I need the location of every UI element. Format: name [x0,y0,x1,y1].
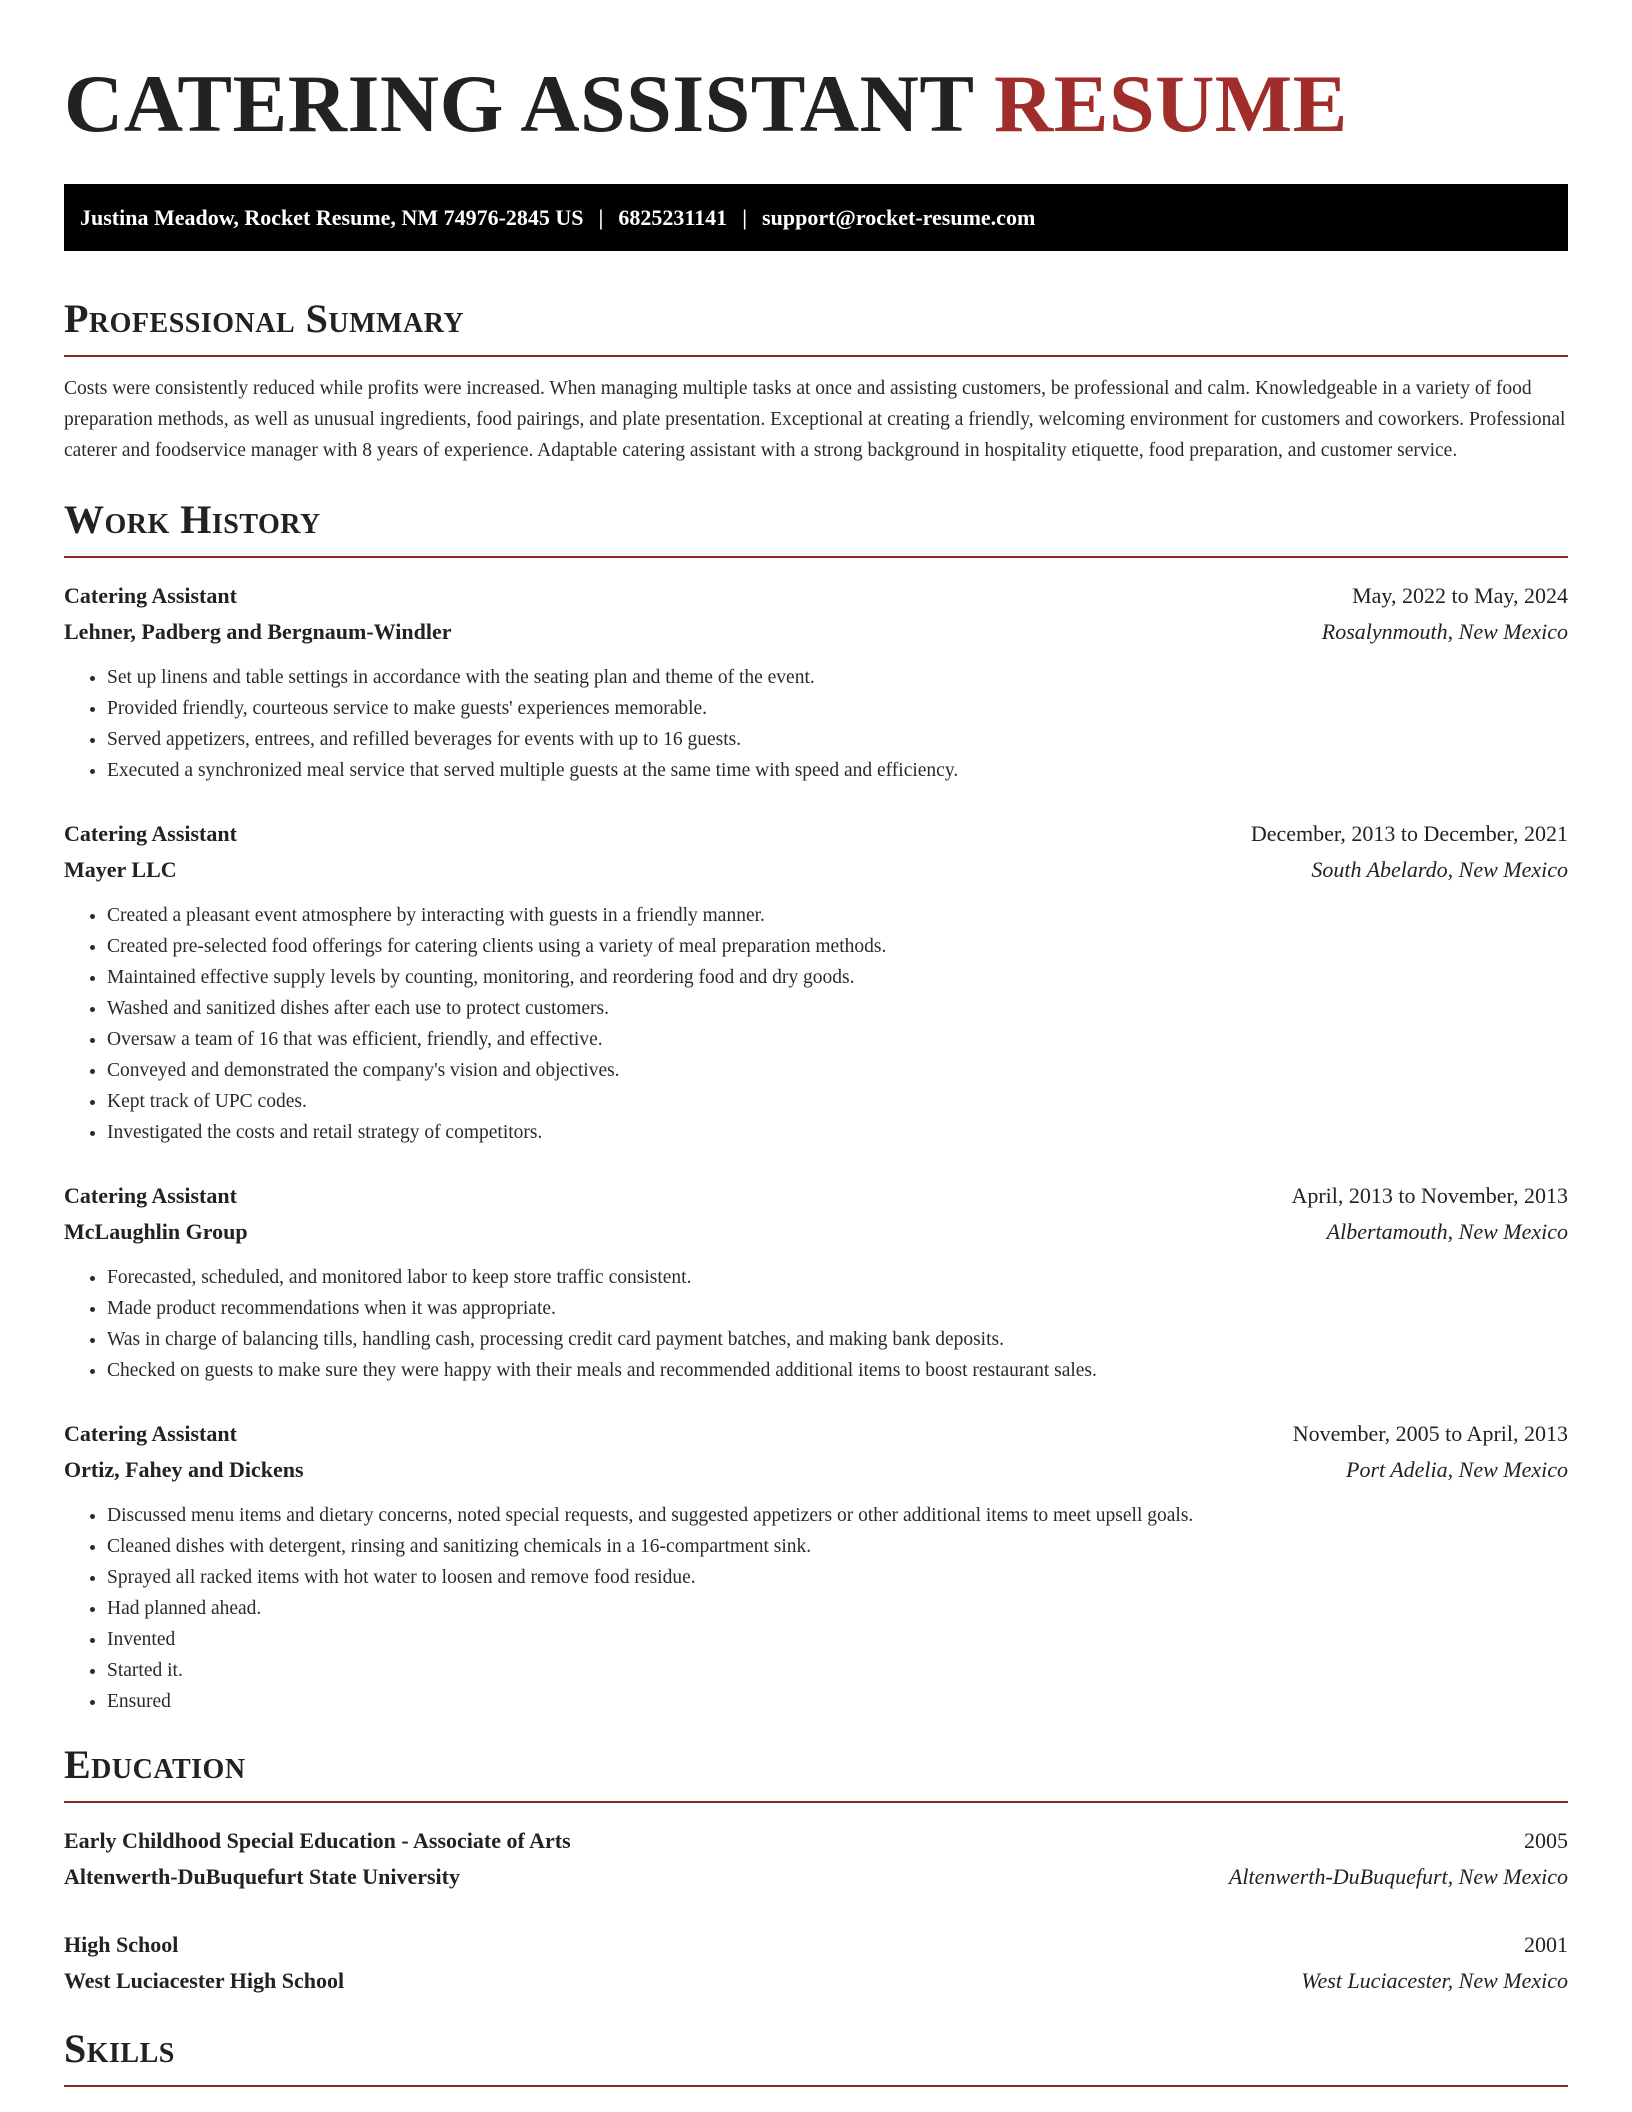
title-main: CATERING ASSISTANT [64,58,974,149]
contact-address: Justina Meadow, Rocket Resume, NM 74976-2845 US [80,204,584,230]
job-company-row [64,1214,1568,1250]
job-bullet-list [64,662,1568,786]
job-header-row [64,578,1568,614]
education-school: Altenwerth-DuBuquefurt State University [64,1864,460,1889]
job-header-row [64,1178,1568,1214]
job-bullet: • Ensured [107,1686,1568,1717]
job-bullet: • Was in charge of balancing tills, handling cash, processing credit card payment batches, and making bank deposits. [107,1324,1568,1355]
section-heading-summary: Professional Summary [64,297,1568,357]
education-header-row [64,1823,1568,1859]
contact-email: support@rocket-resume.com [762,204,1036,230]
section-heading-skills: Skills [64,2027,1568,2087]
job-title: Catering Assistant [64,1421,237,1446]
summary-section [64,297,1568,466]
job-company: Lehner, Padberg and Bergnaum-Windler [64,619,452,644]
education-school-row [64,1963,1568,1999]
job-bullet: • Kept track of UPC codes. [107,1086,1568,1117]
education-section [64,1743,1568,1999]
education-year: 2001 [1524,1932,1568,1957]
contact-bar [64,184,1568,251]
job-bullet: • Invented [107,1624,1568,1655]
contact-separator: | [742,204,748,230]
job-company-row [64,852,1568,888]
education-year: 2005 [1524,1828,1568,1853]
education-entry [64,1927,1568,1999]
job-company: Mayer LLC [64,857,177,882]
title-accent: RESUME [994,58,1348,149]
education-header-row [64,1927,1568,1963]
job-bullet: • Cleaned dishes with detergent, rinsing and sanitizing chemicals in a 16-compartment sink. [107,1531,1568,1562]
job-bullet: • Started it. [107,1655,1568,1686]
job-entry [64,578,1568,786]
job-bullet-list [64,1262,1568,1386]
summary-text: Costs were consistently reduced while profits were increased. When managing multiple tasks at once and assisting customers, be professional and calm. Knowledgeable in a variety of food preparation methods, as well as unusual ingredients, food pairings, and plate presentation. Exceptional at creating a friendly, welcoming environment for customers and coworkers. Professional caterer and foodservice manager with 8 years of experience. Adaptable catering assistant with a strong background in hospitality etiquette, food preparation, and customer service. [64,378,1566,461]
work-history-section [64,498,1568,1717]
job-company: Ortiz, Fahey and Dickens [64,1457,304,1482]
job-company-row [64,1452,1568,1488]
job-header-row [64,1416,1568,1452]
job-bullet: • Maintained effective supply levels by counting, monitoring, and reordering food and dry goods. [107,962,1568,993]
contact-separator: | [598,204,604,230]
job-title: Catering Assistant [64,583,237,608]
job-entry [64,1416,1568,1717]
job-bullet: • Sprayed all racked items with hot water to loosen and remove food residue. [107,1562,1568,1593]
contact-phone: 6825231141 [618,204,728,230]
job-location: Rosalynmouth, New Mexico [1321,619,1568,644]
job-bullet: • Investigated the costs and retail strategy of competitors. [107,1117,1568,1148]
skills-section [64,2027,1568,2087]
job-title: Catering Assistant [64,1183,237,1208]
job-entry [64,816,1568,1148]
job-bullet: • Checked on guests to make sure they were happy with their meals and recommended additional items to boost restaurant sales. [107,1355,1568,1386]
job-bullet: • Created pre-selected food offerings for catering clients using a variety of meal preparation methods. [107,931,1568,962]
education-school: West Luciacester High School [64,1968,345,1993]
resume-title [64,0,1568,150]
job-location: South Abelardo, New Mexico [1311,857,1568,882]
education-degree: Early Childhood Special Education - Associate of Arts [64,1828,571,1853]
job-bullet: • Created a pleasant event atmosphere by interacting with guests in a friendly manner. [107,900,1568,931]
job-bullet: • Served appetizers, entrees, and refilled beverages for events with up to 16 guests. [107,724,1568,755]
education-location: Altenwerth-DuBuquefurt, New Mexico [1228,1864,1568,1889]
job-dates: December, 2013 to December, 2021 [1250,821,1568,846]
job-bullet: • Had planned ahead. [107,1593,1568,1624]
job-bullet: • Conveyed and demonstrated the company's vision and objectives. [107,1055,1568,1086]
job-location: Albertamouth, New Mexico [1326,1219,1568,1244]
job-bullet: • Forecasted, scheduled, and monitored labor to keep store traffic consistent. [107,1262,1568,1293]
job-bullet-list [64,900,1568,1148]
job-bullet: • Made product recommendations when it was appropriate. [107,1293,1568,1324]
job-location: Port Adelia, New Mexico [1346,1457,1568,1482]
job-dates: May, 2022 to May, 2024 [1352,583,1568,608]
job-bullet: • Oversaw a team of 16 that was efficient, friendly, and effective. [107,1024,1568,1055]
job-bullet-list [64,1500,1568,1717]
education-degree: High School [64,1932,179,1957]
job-company: McLaughlin Group [64,1219,248,1244]
job-bullet: • Discussed menu items and dietary concerns, noted special requests, and suggested appetizers or other additional items to meet upsell goals. [107,1500,1568,1531]
section-heading-education: Education [64,1743,1568,1803]
job-header-row [64,816,1568,852]
job-bullet: • Washed and sanitized dishes after each use to protect customers. [107,993,1568,1024]
job-bullet: • Set up linens and table settings in accordance with the seating plan and theme of the event. [107,662,1568,693]
job-dates: April, 2013 to November, 2013 [1291,1183,1568,1208]
job-title: Catering Assistant [64,821,237,846]
education-location: West Luciacester, New Mexico [1301,1968,1568,1993]
education-school-row [64,1859,1568,1895]
education-entry [64,1823,1568,1895]
section-heading-work-history: Work History [64,498,1568,558]
job-company-row [64,614,1568,650]
job-bullet: • Provided friendly, courteous service to make guests' experiences memorable. [107,693,1568,724]
job-bullet: • Executed a synchronized meal service that served multiple guests at the same time with speed and efficiency. [107,755,1568,786]
job-dates: November, 2005 to April, 2013 [1292,1421,1568,1446]
job-entry [64,1178,1568,1386]
